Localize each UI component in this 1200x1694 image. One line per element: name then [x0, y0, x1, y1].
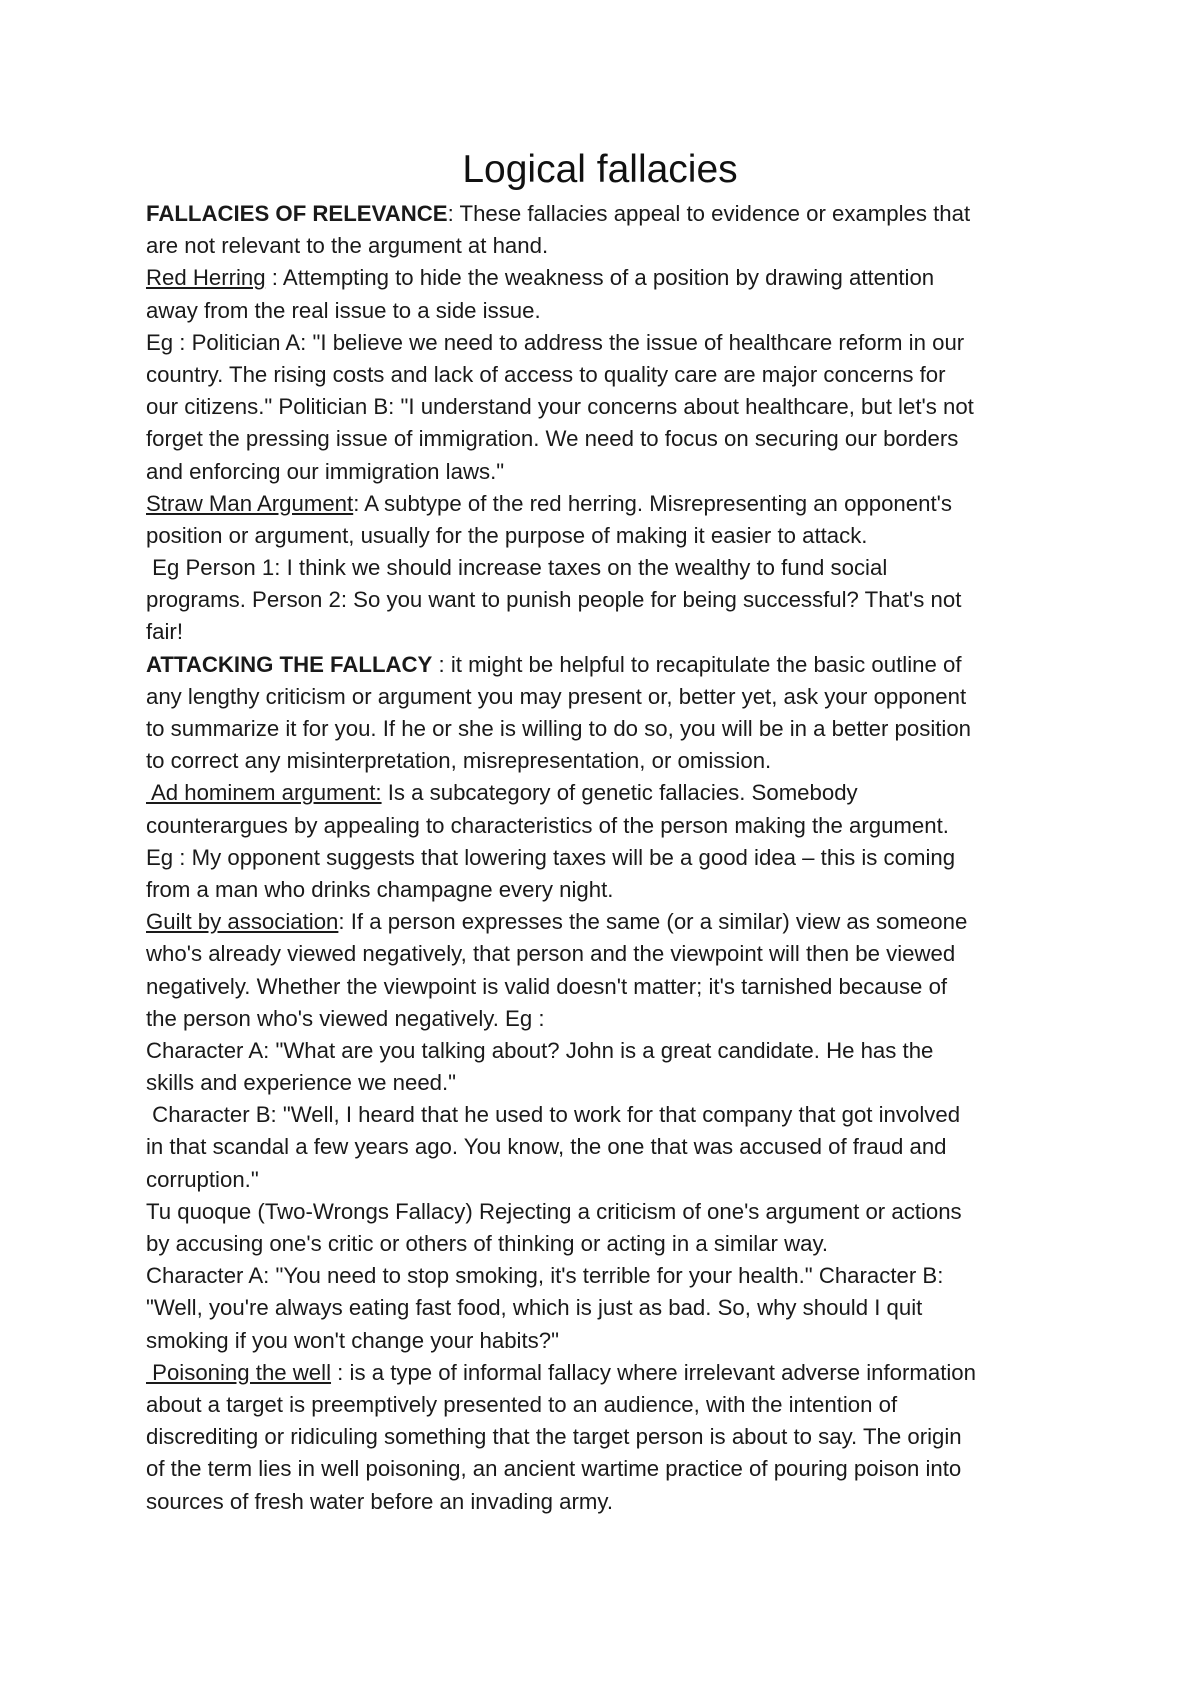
text-line: programs. Person 2: So you want to punish people for being successful? That's not — [146, 587, 962, 613]
document-body — [146, 198, 1066, 1518]
text-line: by accusing one's critic or others of thinking or acting in a similar way. — [146, 1231, 829, 1256]
text-line: in that scandal a few years ago. You know, the one that was accused of fraud and — [146, 1134, 947, 1160]
term-poisoning-the-well: Poisoning the well — [146, 1359, 332, 1385]
text-line: from a man who drinks champagne every night. — [146, 876, 614, 902]
text-line: who's already viewed negatively, that person and the viewpoint will then be viewed — [146, 941, 956, 967]
text-line: country. The rising costs and lack of access to quality care are major concerns for — [146, 361, 946, 387]
term-guilt-by-association: Guilt by association — [146, 909, 339, 935]
text-line: Guilt by association: If a person expresses the same (or a similar) view as someone — [146, 909, 968, 935]
section-heading-relevance: FALLACIES OF RELEVANCE — [146, 201, 448, 226]
text-line: skills and experience we need." — [146, 1070, 457, 1096]
text-line: forget the pressing issue of immigration. We need to focus on securing our borders — [146, 426, 959, 452]
text-line: and enforcing our immigration laws." — [146, 458, 505, 484]
text-line: Tu quoque (Two-Wrongs Fallacy) Rejecting a criticism of one's argument or actions — [146, 1198, 962, 1224]
text-line: the person who's viewed negatively. Eg : — [146, 1005, 545, 1031]
text-line: FALLACIES OF RELEVANCE: These fallacies appeal to evidence or examples that — [146, 201, 971, 226]
term-ad-hominem: Ad hominem argument: — [146, 780, 382, 806]
text-line: to summarize it for you. If he or she is willing to do so, you will be in a better position — [146, 716, 972, 741]
text-line: fair! — [146, 619, 183, 645]
text-line: Character A: "You need to stop smoking, it's terrible for your health." Character B: — [146, 1263, 944, 1289]
text-line: ATTACKING THE FALLACY : it might be helpful to recapitulate the basic outline of — [146, 651, 962, 677]
text-line: Eg : Politician A: "I believe we need to address the issue of healthcare reform in our — [146, 329, 965, 355]
text-line: position or argument, usually for the purpose of making it easier to attack. — [146, 522, 868, 548]
text-line: sources of fresh water before an invading army. — [146, 1488, 613, 1514]
text-line: discrediting or ridiculing something that the target person is about to say. The origin — [146, 1424, 962, 1450]
text-line: Character B: "Well, I heard that he used to work for that company that got involved — [146, 1102, 961, 1128]
text-line: negatively. Whether the viewpoint is valid doesn't matter; it's tarnished because of — [146, 973, 948, 999]
text-line: our citizens." Politician B: "I understand your concerns about healthcare, but let's not — [146, 394, 974, 420]
text-line: about a target is preemptively presented to an audience, with the intention of — [146, 1391, 898, 1417]
text-line: Ad hominem argument: Is a subcategory of genetic fallacies. Somebody — [146, 780, 858, 806]
text-line: Red Herring : Attempting to hide the weakness of a position by drawing attention — [146, 265, 935, 291]
term-straw-man: Straw Man Argument — [146, 490, 354, 516]
text-line: of the term lies in well poisoning, an ancient wartime practice of pouring poison into — [146, 1456, 962, 1482]
text-line: Eg : My opponent suggests that lowering taxes will be a good idea – this is coming — [146, 844, 956, 870]
text-line: Eg Person 1: I think we should increase taxes on the wealthy to fund social — [146, 555, 888, 581]
text-line: "Well, you're always eating fast food, which is just as bad. So, why should I quit — [146, 1295, 923, 1321]
text-line: counterargues by appealing to characteristics of the person making the argument. — [146, 812, 949, 838]
text-line: Poisoning the well : is a type of informal fallacy where irrelevant adverse information — [146, 1359, 976, 1385]
text-line: corruption." — [146, 1166, 259, 1192]
text-line: Straw Man Argument: A subtype of the red herring. Misrepresenting an opponent's — [146, 490, 952, 516]
section-heading-attacking: ATTACKING THE FALLACY — [146, 651, 433, 677]
page-title: Logical fallacies — [462, 148, 738, 191]
text-line: Character A: "What are you talking about? John is a great candidate. He has the — [146, 1037, 934, 1063]
text-line: any lengthy criticism or argument you may present or, better yet, ask your opponent — [146, 683, 967, 709]
text-line: away from the real issue to a side issue. — [146, 297, 541, 323]
text-line: to correct any misinterpretation, misrepresentation, or omission. — [146, 748, 772, 774]
term-red-herring: Red Herring — [146, 265, 266, 291]
text-line: are not relevant to the argument at hand. — [146, 233, 549, 259]
text-line: smoking if you won't change your habits?" — [146, 1327, 559, 1353]
